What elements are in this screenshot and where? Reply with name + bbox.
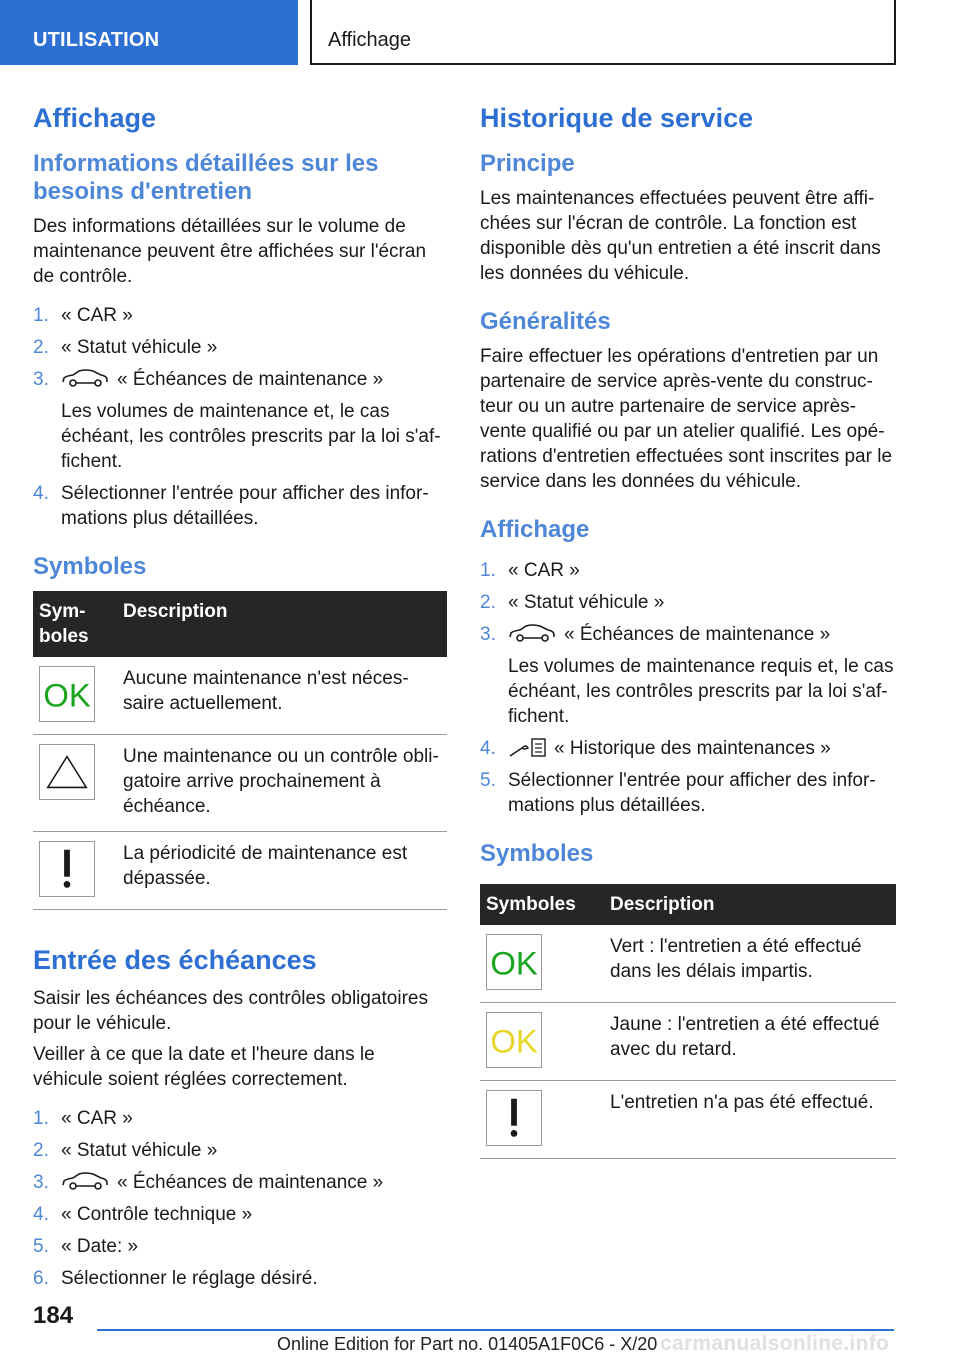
table-row xyxy=(33,832,447,910)
car-icon xyxy=(61,369,109,387)
principe-heading: Principe xyxy=(480,150,575,177)
list-item: 2. « Statut véhicule » xyxy=(480,592,665,613)
entry-steps xyxy=(33,1106,447,1291)
table-cell: Vert : l'entretien a été effectué dans les délais impartis. xyxy=(604,925,896,1003)
table-header-row xyxy=(480,884,896,925)
display-steps xyxy=(33,303,447,531)
watermark: carmanualsonline.info xyxy=(660,1332,890,1355)
page-title: Affichage xyxy=(33,103,157,133)
table-cell: Une maintenance ou un contrôle obligatoire arrive prochainement à échéance. xyxy=(117,735,447,832)
history-steps xyxy=(480,558,896,818)
symbols-table xyxy=(480,884,896,1159)
right-column xyxy=(480,100,896,1159)
page-number: 184 xyxy=(33,1302,74,1329)
car-icon xyxy=(508,624,556,642)
exclamation-icon xyxy=(486,1090,542,1146)
table-cell: Jaune : l'entretien a été effectué avec du retard. xyxy=(604,1003,896,1081)
symbols-table xyxy=(33,591,447,910)
list-item: 4. « Historique des maintenances » xyxy=(480,738,831,759)
svg-text:OK: OK xyxy=(43,676,91,714)
left-column xyxy=(33,100,447,1309)
info-text: Des informations détaillées sur le volume de maintenance peuvent être affichées sur l'écran de contrôle. xyxy=(33,216,427,287)
chapter-tab xyxy=(310,0,896,65)
table-row xyxy=(480,1081,896,1159)
svg-text:OK: OK xyxy=(490,1022,538,1060)
info-heading: Informations détaillées sur les besoins d'entretien xyxy=(33,150,379,205)
list-item: 4. Sélectionner l'entrée pour afficher des informations plus détaillées. xyxy=(33,483,429,529)
list-item: 5. Sélectionner l'entrée pour afficher des informations plus détaillées. xyxy=(480,770,876,816)
list-item: 3. « Échéances de maintenance » xyxy=(33,1172,384,1193)
chapter-label: Affichage xyxy=(328,29,412,51)
table-header-cell: Symboles xyxy=(33,591,117,657)
principe-text: Les maintenances effectuées peuvent être affichées sur l'écran de contrôle. La fonction est disponible dès qu'un entretien a été inscrit dans les données du véhicule. xyxy=(480,188,881,284)
table-row xyxy=(33,657,447,735)
table-row xyxy=(480,925,896,1003)
list-item: 5. « Date: » xyxy=(33,1236,139,1257)
service-history-icon xyxy=(508,736,548,758)
section-tab xyxy=(0,0,298,65)
list-item: 1. « CAR » xyxy=(480,560,580,581)
entry-text-1: Saisir les échéances des contrôles obligatoires pour le véhicule. xyxy=(33,988,428,1034)
table-cell: L'entretien n'a pas été effectué. xyxy=(604,1081,896,1159)
list-item: 1. « CAR » xyxy=(33,1108,133,1129)
list-item: 6. Sélectionner le réglage désiré. xyxy=(33,1268,318,1289)
ok-green-icon xyxy=(486,934,542,990)
list-item: 2. « Statut véhicule » xyxy=(33,1140,218,1161)
car-icon xyxy=(61,1172,109,1190)
entry-title: Entrée des échéances xyxy=(33,945,317,975)
table-cell: Aucune maintenance n'est nécessaire actuellement. xyxy=(117,657,447,735)
table-header-cell: Symboles xyxy=(480,884,604,925)
list-item: 4. « Contrôle technique » xyxy=(33,1204,253,1225)
service-history-title: Historique de service xyxy=(480,103,754,133)
generalites-text: Faire effectuer les opérations d'entretien par un partenaire de service après-vente du constructeur ou un autre partenaire de service après-vente qualifié ou par un atelier qualifié. Les opérations d'entretien effectuées sont inscrites par le service dans les données du véhicule. xyxy=(480,346,893,492)
generalites-heading: Généralités xyxy=(480,308,611,335)
svg-text:OK: OK xyxy=(490,944,538,982)
symbols-heading: Symboles xyxy=(33,553,147,580)
list-item: 3. « Échéances de maintenance » Les volumes de maintenance et, le cas échéant, les contrôles prescrits par la loi s'affichent. xyxy=(33,369,441,472)
table-row xyxy=(33,735,447,832)
table-cell: La périodicité de maintenance est dépassée. xyxy=(117,832,447,910)
symbols-heading: Symboles xyxy=(480,840,594,867)
table-header-row xyxy=(33,591,447,657)
edition-text: Online Edition for Part no. 01405A1F0C6 - X/20 xyxy=(277,1334,658,1354)
table-header-cell: Description xyxy=(117,591,447,657)
list-item: 3. « Échéances de maintenance » Les volumes de maintenance requis et, le cas échéant, les contrôles prescrits par la loi s'affichent. xyxy=(480,624,894,727)
exclamation-icon xyxy=(39,841,95,897)
entry-text-2: Veiller à ce que la date et l'heure dans le véhicule soient réglées correctement. xyxy=(33,1044,375,1090)
table-header-cell: Description xyxy=(604,884,896,925)
table-row xyxy=(480,1003,896,1081)
warning-triangle-icon xyxy=(39,744,95,800)
section-label: UTILISATION xyxy=(33,29,160,51)
affichage-heading: Affichage xyxy=(480,516,590,543)
list-item: 1. « CAR » xyxy=(33,305,133,326)
footer-divider xyxy=(97,1329,894,1331)
ok-yellow-icon xyxy=(486,1012,542,1068)
ok-icon xyxy=(39,666,95,722)
list-item: 2. « Statut véhicule » xyxy=(33,337,218,358)
